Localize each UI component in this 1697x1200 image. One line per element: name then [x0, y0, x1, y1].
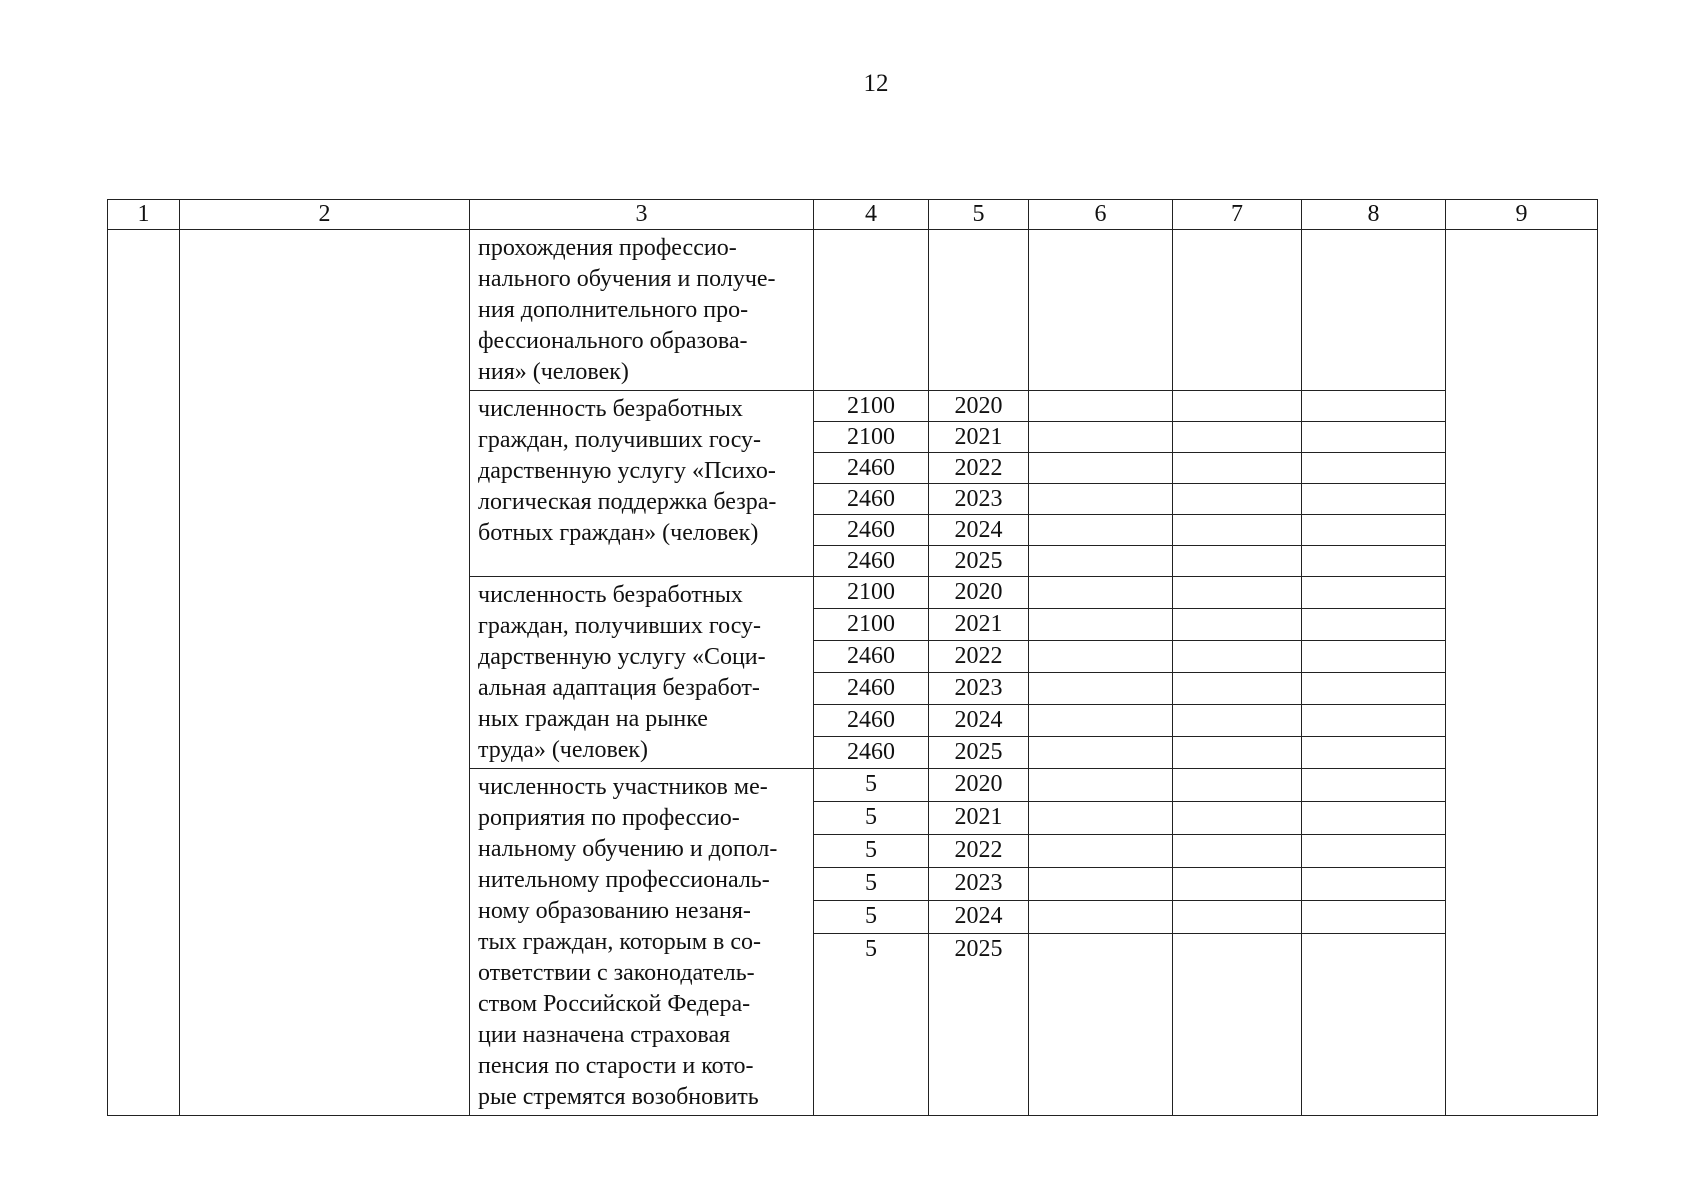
value-cell: 5 — [814, 933, 929, 1115]
header-row — [108, 200, 1598, 230]
column-7-cell — [1173, 453, 1302, 484]
column-8-cell — [1302, 900, 1446, 933]
column-7-cell — [1173, 900, 1302, 933]
column-6-cell — [1029, 641, 1173, 673]
table-body — [108, 200, 1598, 1116]
column-header: 6 — [1029, 200, 1173, 230]
column-7-cell — [1173, 515, 1302, 546]
column-8-cell — [1302, 609, 1446, 641]
column-8-cell — [1302, 834, 1446, 867]
year-cell: 2022 — [929, 641, 1029, 673]
column-6-cell — [1029, 673, 1173, 705]
value-cell: 2460 — [814, 705, 929, 737]
column-8-cell — [1302, 705, 1446, 737]
column-8-cell — [1302, 391, 1446, 422]
column-7-cell — [1173, 867, 1302, 900]
column-7-cell — [1173, 933, 1302, 1115]
indicator-text: прохождения профессио- нального обучения и получе- ния дополнительного про- фессионального образова- ния» (человек) — [470, 230, 814, 391]
page-number: 12 — [863, 70, 889, 97]
column-header: 9 — [1446, 200, 1598, 230]
column-6-cell — [1029, 230, 1173, 391]
year-cell: 2025 — [929, 737, 1029, 769]
column-6-cell — [1029, 453, 1173, 484]
column-7-cell — [1173, 769, 1302, 802]
value-cell: 5 — [814, 867, 929, 900]
column-7-cell — [1173, 577, 1302, 609]
value-cell: 2460 — [814, 484, 929, 515]
column-6-cell — [1029, 484, 1173, 515]
column-8-cell — [1302, 769, 1446, 802]
year-cell: 2023 — [929, 867, 1029, 900]
year-cell: 2023 — [929, 484, 1029, 515]
column-7-cell — [1173, 609, 1302, 641]
column-8-cell — [1302, 673, 1446, 705]
value-cell: 2460 — [814, 737, 929, 769]
value-cell: 5 — [814, 801, 929, 834]
column-8-cell — [1302, 737, 1446, 769]
column-header: 8 — [1302, 200, 1446, 230]
year-cell: 2021 — [929, 422, 1029, 453]
column-header: 5 — [929, 200, 1029, 230]
indicator-text: численность участников ме- роприятия по профессио- нальному обучению и допол- нительному профессиональ- ному образованию незаня- тых граждан, которым в со- ответствии с законодатель- ством Российской Федера- ции назначена страховая пенсия по старости и кото- рые стремятся возобновить — [470, 769, 814, 1116]
column-7-cell — [1173, 484, 1302, 515]
column-6-cell — [1029, 737, 1173, 769]
year-cell: 2020 — [929, 769, 1029, 802]
value-cell: 2100 — [814, 391, 929, 422]
year-cell: 2022 — [929, 453, 1029, 484]
column-1-cell — [108, 230, 180, 1116]
column-7-cell — [1173, 801, 1302, 834]
column-6-cell — [1029, 391, 1173, 422]
column-6-cell — [1029, 515, 1173, 546]
column-6-cell — [1029, 769, 1173, 802]
column-7-cell — [1173, 641, 1302, 673]
year-cell: 2024 — [929, 705, 1029, 737]
value-cell: 2460 — [814, 641, 929, 673]
column-8-cell — [1302, 484, 1446, 515]
column-7-cell — [1173, 834, 1302, 867]
column-8-cell — [1302, 453, 1446, 484]
column-8-cell — [1302, 577, 1446, 609]
column-7-cell — [1173, 673, 1302, 705]
column-6-cell — [1029, 705, 1173, 737]
year-cell: 2024 — [929, 515, 1029, 546]
table-row — [108, 230, 1598, 391]
column-7-cell — [1173, 546, 1302, 577]
value-cell: 2100 — [814, 609, 929, 641]
column-7-cell — [1173, 737, 1302, 769]
column-6-cell — [1029, 546, 1173, 577]
value-cell: 2100 — [814, 577, 929, 609]
column-6-cell — [1029, 900, 1173, 933]
column-7-cell — [1173, 230, 1302, 391]
value-cell: 5 — [814, 834, 929, 867]
column-8-cell — [1302, 867, 1446, 900]
column-8-cell — [1302, 641, 1446, 673]
column-9-cell — [1446, 230, 1598, 1116]
column-8-cell — [1302, 422, 1446, 453]
value-cell — [814, 230, 929, 391]
column-6-cell — [1029, 609, 1173, 641]
indicator-text: численность безработных граждан, получивших госу- дарственную услугу «Соци- альная адаптация безработ- ных граждан на рынке труда» (человек) — [470, 577, 814, 769]
column-7-cell — [1173, 391, 1302, 422]
year-cell: 2022 — [929, 834, 1029, 867]
column-6-cell — [1029, 801, 1173, 834]
column-header: 2 — [180, 200, 470, 230]
year-cell: 2020 — [929, 577, 1029, 609]
column-6-cell — [1029, 422, 1173, 453]
year-cell: 2020 — [929, 391, 1029, 422]
column-header: 1 — [108, 200, 180, 230]
column-2-cell — [180, 230, 470, 1116]
column-7-cell — [1173, 705, 1302, 737]
column-6-cell — [1029, 834, 1173, 867]
value-cell: 2460 — [814, 453, 929, 484]
value-cell: 2460 — [814, 673, 929, 705]
value-cell: 5 — [814, 900, 929, 933]
value-cell: 2460 — [814, 546, 929, 577]
indicators-table — [107, 199, 1598, 1116]
column-8-cell — [1302, 515, 1446, 546]
column-8-cell — [1302, 546, 1446, 577]
value-cell: 2460 — [814, 515, 929, 546]
year-cell: 2023 — [929, 673, 1029, 705]
column-8-cell — [1302, 933, 1446, 1115]
column-7-cell — [1173, 422, 1302, 453]
column-6-cell — [1029, 867, 1173, 900]
year-cell: 2021 — [929, 801, 1029, 834]
indicator-text: численность безработных граждан, получивших госу- дарственную услугу «Психо- логическая поддержка безра- ботных граждан» (человек) — [470, 391, 814, 577]
column-header: 7 — [1173, 200, 1302, 230]
column-8-cell — [1302, 230, 1446, 391]
year-cell — [929, 230, 1029, 391]
column-8-cell — [1302, 801, 1446, 834]
column-6-cell — [1029, 933, 1173, 1115]
column-header: 3 — [470, 200, 814, 230]
column-header: 4 — [814, 200, 929, 230]
value-cell: 5 — [814, 769, 929, 802]
column-6-cell — [1029, 577, 1173, 609]
year-cell: 2021 — [929, 609, 1029, 641]
year-cell: 2025 — [929, 933, 1029, 1115]
year-cell: 2025 — [929, 546, 1029, 577]
year-cell: 2024 — [929, 900, 1029, 933]
value-cell: 2100 — [814, 422, 929, 453]
